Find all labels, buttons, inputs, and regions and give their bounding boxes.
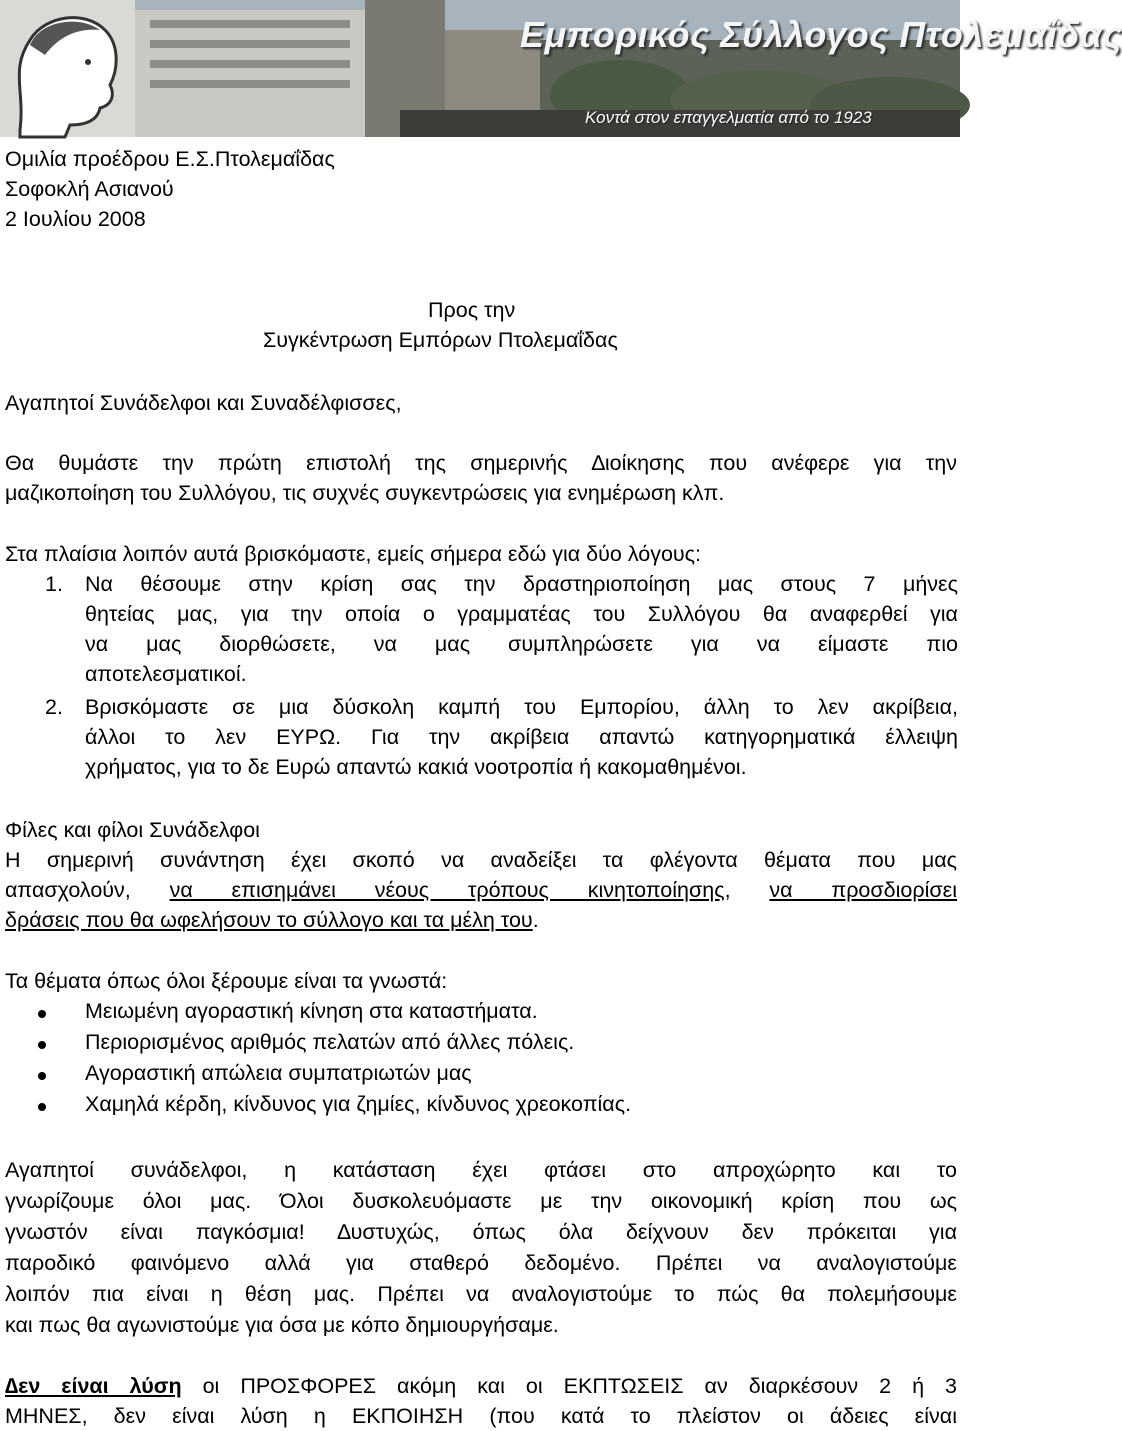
- item1-line-2: θητείας μας, για την οποία ο γραμματέας του Συλλόγου θα αναφερθεί για: [85, 602, 958, 626]
- para4-line-3: γνωστόν είναι παγκόσμια! ∆υστυχώς, όπως όλα δείχνουν δεν πρόκειται για: [5, 1220, 957, 1244]
- speaker-name: Σοφοκλή Ασιανού: [5, 177, 174, 201]
- item2-line-3: χρήματος, για το δε Ευρώ απαντώ κακιά νοοτροπία ή κακομαθημένοι.: [85, 755, 747, 779]
- issue-item: Αγοραστική απώλεια συμπατριωτών μας: [85, 1061, 472, 1085]
- speech-date: 2 Ιουλίου 2008: [5, 207, 146, 231]
- header-banner: [0, 0, 1122, 137]
- para3-line-2: [5, 875, 957, 905]
- para4-line-5: λοιπόν πια είναι η θέση μας. Πρέπει να αναλογιστούμε το πώς θα πολεμήσουμε: [5, 1282, 957, 1306]
- greeting: Αγαπητοί Συνάδελφοι και Συναδέλφισσες,: [5, 391, 402, 415]
- banner-title: Εμπορικός Σύλλογος Πτολεμαΐδας: [520, 14, 1122, 55]
- addressee-line-1: Προς την: [428, 298, 516, 322]
- item2-line-1: Βρισκόμαστε σε μια δύσκολη καμπή του Εμπορίου, άλλη το λεν ακρίβεια,: [85, 695, 958, 719]
- issue-item: Μειωμένη αγοραστική κίνηση στα καταστήματα.: [85, 999, 538, 1023]
- para5-line-1: [5, 1371, 957, 1401]
- para3-line-2-start: απασχολούν,: [5, 878, 170, 902]
- item2-line-2: άλλοι το λεν ΕΥΡΩ. Για την ακρίβεια απαντώ κατηγορηματικά έλλειψη: [85, 725, 958, 749]
- item1-text: [85, 569, 958, 689]
- para3-line-2-sep: ,: [724, 878, 770, 902]
- define-phrase: να προσδιορίσει: [769, 878, 957, 902]
- issues-intro: Τα θέματα όπως όλοι ξέρουμε είναι τα γνωστά:: [5, 969, 448, 993]
- para5-line-1-rest: οι ΠΡΟΣΦΟΡΕΣ ακόμη και οι ΕΚΠΤΩΣΕΙΣ αν διαρκέσουν 2 ή 3: [181, 1374, 958, 1398]
- issue-item: Περιορισμένος αριθμός πελατών από άλλες πόλεις.: [85, 1030, 575, 1054]
- bullet-icon: [38, 1103, 46, 1111]
- para4-line-1: Αγαπητοί συνάδελφοι, η κατάσταση έχει φτάσει στο απροχώρητο και το: [5, 1158, 957, 1182]
- not-solution-phrase: ∆εν είναι λύση: [5, 1374, 182, 1398]
- bullet-icon: [38, 1010, 46, 1018]
- para2-intro: Στα πλαίσια λοιπόν αυτά βρισκόμαστε, εμείς σήμερα εδώ για δύο λόγους:: [5, 542, 701, 566]
- banner-slogan: Κοντά στον επαγγελματία από το 1923: [585, 108, 872, 127]
- para3-line-3-end: .: [532, 908, 539, 932]
- bullet-icon: [38, 1041, 46, 1049]
- para3-salutation: Φίλες και φίλοι Συνάδελφοι: [5, 818, 260, 842]
- item1-line-1: Να θέσουμε στην κρίση σας την δραστηριοποίηση μας στους 7 μήνες: [85, 572, 958, 596]
- mobilization-phrase: να επισημάνει νέους τρόπους κινητοποίησης: [169, 878, 725, 902]
- para4-line-6: και πως θα αγωνιστούμε για όσα με κόπο δημιουργήσαμε.: [5, 1313, 559, 1337]
- para1-line-1: Θα θυμάστε την πρώτη επιστολή της σημερινής ∆ιοίκησης που ανέφερε για την: [5, 451, 957, 475]
- para5-line-2: ΜΗΝΕΣ, δεν είναι λύση η ΕΚΠΟΙΗΣΗ (που κατά το πλείστον οι άδειες είναι: [5, 1404, 957, 1428]
- issue-item: Χαμηλά κέρδη, κίνδυνος για ζημίες, κίνδυνος χρεοκοπίας.: [85, 1092, 632, 1116]
- para3-line-3: [5, 905, 539, 935]
- para1-line-2: μαζικοποίηση του Συλλόγου, τις συχνές συγκεντρώσεις για ενημέρωση κλπ.: [5, 481, 725, 505]
- item1-number: 1.: [45, 572, 63, 596]
- para4-line-4: παροδικό φαινόμενο αλλά για σταθερό δεδομένο. Πρέπει να αναλογιστούμε: [5, 1251, 957, 1275]
- item1-line-4: αποτελεσματικοί.: [85, 662, 247, 686]
- item2-number: 2.: [45, 695, 63, 719]
- actions-phrase: δράσεις που θα ωφελήσουν το σύλλογο και τα μέλη του: [5, 908, 533, 932]
- item2-text: [85, 692, 958, 782]
- para3-line-1: Η σημερινή συνάντηση έχει σκοπό να αναδείξει τα φλέγοντα θέματα που μας: [5, 848, 957, 872]
- bullet-icon: [38, 1072, 46, 1080]
- speech-title: Ομιλία προέδρου Ε.Σ.Πτολεμαΐδας: [5, 147, 335, 171]
- para4-line-2: γνωρίζουμε όλοι μας. Όλοι δυσκολευόμαστε με την οικονομική κρίση που ως: [5, 1189, 957, 1213]
- item1-line-3: να μας διορθώσετε, να μας συμπληρώσετε για να είμαστε πιο: [85, 632, 958, 656]
- addressee-line-2: Συγκέντρωση Εμπόρων Πτολεμαΐδας: [263, 328, 618, 352]
